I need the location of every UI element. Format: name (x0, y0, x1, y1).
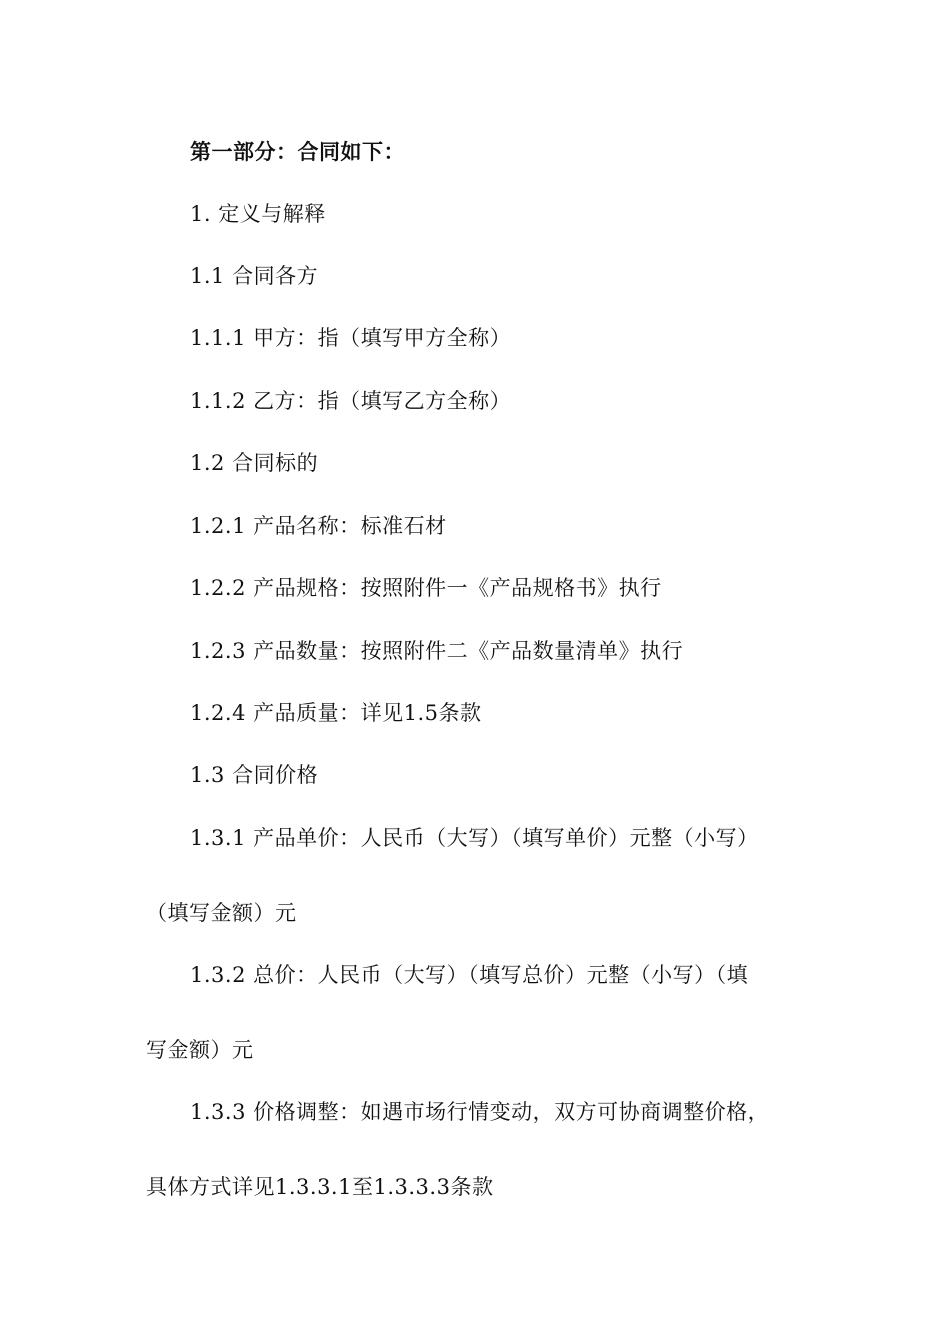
clause-1-2: 1.2 合同标的 (190, 451, 319, 475)
clause-1-1: 1.1 合同各方 (190, 264, 319, 288)
clause-1-3-2: 1.3.2 总价：人民币（大写）（填写总价）元整（小写）（填 (190, 963, 749, 987)
clause-1-2-3: 1.2.3 产品数量：按照附件二《产品数量清单》执行 (190, 639, 684, 663)
clause-1-3-3-continuation: 具体方式详见1.3.3.1至1.3.3.3条款 (146, 1175, 494, 1199)
section-heading: 第一部分：合同如下： (190, 139, 405, 164)
clause-1-2-2: 1.2.2 产品规格：按照附件一《产品规格书》执行 (190, 576, 662, 600)
clause-1: 1. 定义与解释 (190, 202, 326, 226)
clause-1-3-2-continuation: 写金额）元 (146, 1038, 254, 1062)
clause-1-3-3: 1.3.3 价格调整：如遇市场行情变动，双方可协商调整价格， (190, 1100, 770, 1124)
clause-1-1-1: 1.1.1 甲方：指（填写甲方全称） (190, 326, 512, 350)
clause-1-3: 1.3 合同价格 (190, 763, 319, 787)
clause-1-3-1: 1.3.1 产品单价：人民币（大写）（填写单价）元整（小写） (190, 826, 759, 850)
clause-1-2-1: 1.2.1 产品名称：标准石材 (190, 514, 447, 538)
clause-1-3-1-continuation: （填写金额）元 (146, 901, 297, 925)
clause-1-1-2: 1.1.2 乙方：指（填写乙方全称） (190, 389, 512, 413)
clause-1-2-4: 1.2.4 产品质量：详见1.5条款 (190, 701, 482, 725)
